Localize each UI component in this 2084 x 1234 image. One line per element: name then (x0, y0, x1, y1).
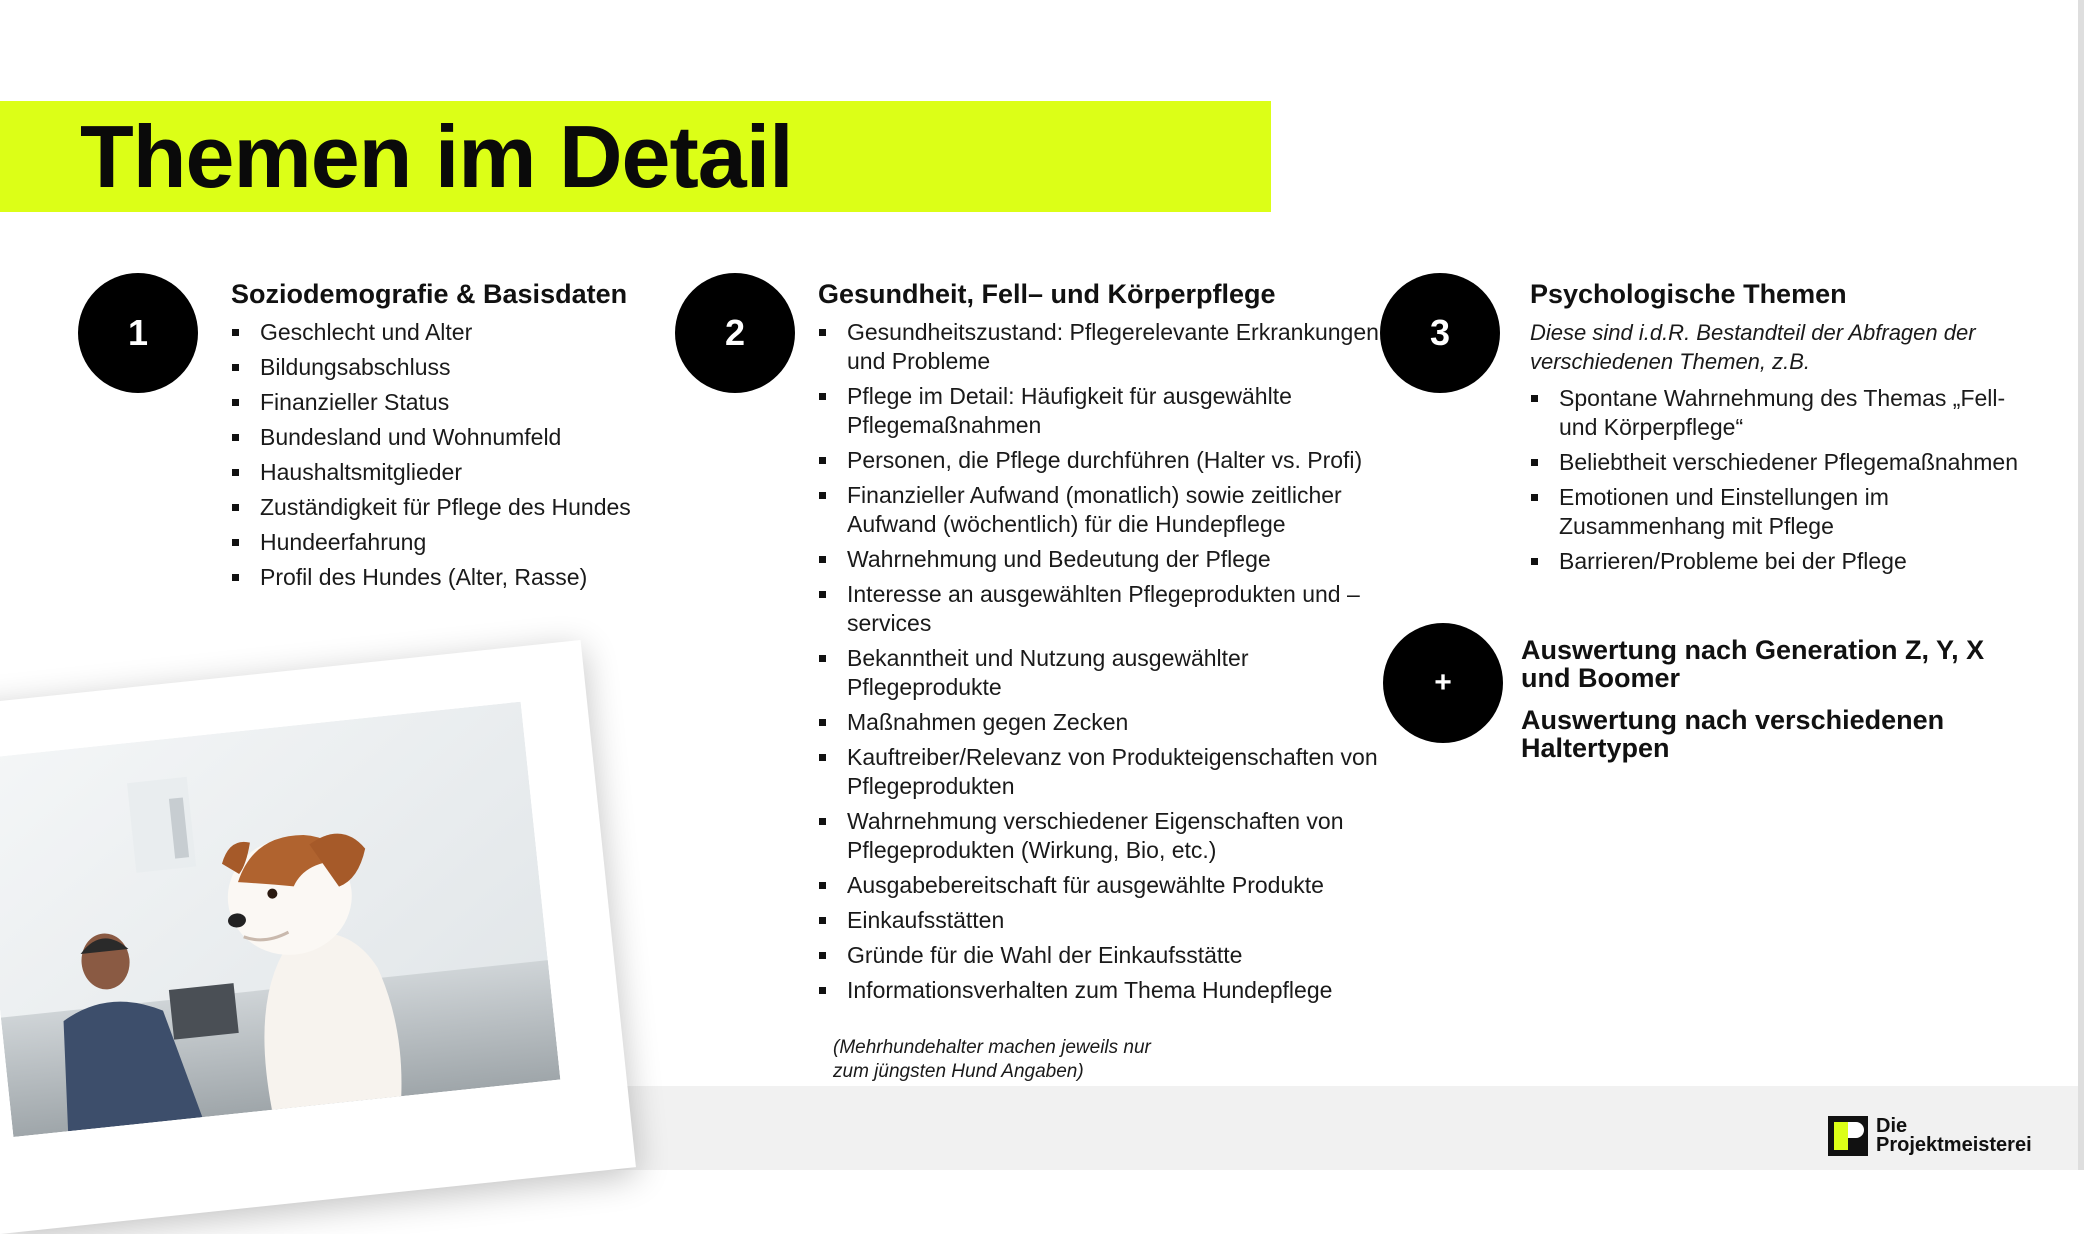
list-item: Geschlecht und Alter (231, 318, 671, 347)
list-item: Emotionen und Einstellungen im Zusammenhang mit Pflege (1530, 483, 2020, 541)
list-item: Interesse an ausgewählten Pflegeprodukten und –services (818, 580, 1388, 638)
list-item: Profil des Hundes (Alter, Rasse) (231, 563, 671, 592)
topic-3-section (1530, 278, 2020, 582)
company-logo (1828, 1116, 2032, 1156)
plus-badge: + (1383, 623, 1503, 743)
topic-2-footnote: (Mehrhundehalter machen jeweils nur zum jüngsten Hund Angaben) (833, 1037, 1151, 1082)
projektmeisterei-logo-icon (1828, 1116, 1868, 1156)
topic-3-list (1530, 384, 2020, 576)
dog-photo-icon (0, 702, 560, 1137)
topic-1-list (231, 318, 671, 592)
list-item: Zuständigkeit für Pflege des Hundes (231, 493, 671, 522)
list-item: Wahrnehmung und Bedeutung der Pflege (818, 545, 1388, 574)
topic-1-heading: Soziodemografie & Basisdaten (231, 279, 628, 309)
topic-1-number-badge: 1 (78, 273, 198, 393)
page-title: Themen im Detail (80, 107, 793, 206)
extra-line-generation: Auswertung nach Generation Z, Y, X und Boomer (1521, 635, 1985, 693)
list-item: Kauftreiber/Relevanz von Produkteigenschaften von Pflegeprodukten (818, 743, 1388, 801)
logo-line-1: Die (1876, 1115, 1908, 1137)
topic-3-intro: Diese sind i.d.R. Bestandteil der Abfragen der verschiedenen Themen, z.B. (1530, 320, 1976, 374)
list-item: Finanzieller Status (231, 388, 671, 417)
topic-2-heading: Gesundheit, Fell– und Körperpflege (818, 279, 1276, 309)
topic-2-section (818, 278, 1388, 1011)
logo-line-2: Projektmeisterei (1876, 1134, 2032, 1156)
list-item: Beliebtheit verschiedener Pflegemaßnahmen (1530, 448, 2020, 477)
list-item: Gesundheitszustand: Pflegerelevante Erkrankungen und Probleme (818, 318, 1388, 376)
list-item: Maßnahmen gegen Zecken (818, 708, 1388, 737)
list-item: Ausgabebereitschaft für ausgewählte Produkte (818, 871, 1388, 900)
slide-edge (2078, 0, 2084, 1170)
topic-3-heading: Psychologische Themen (1530, 279, 1847, 309)
extra-analysis (1521, 636, 2041, 776)
list-item: Finanzieller Aufwand (monatlich) sowie zeitlicher Aufwand (wöchentlich) für die Hundepflege (818, 481, 1388, 539)
list-item: Bundesland und Wohnumfeld (231, 423, 671, 452)
list-item: Gründe für die Wahl der Einkaufsstätte (818, 941, 1388, 970)
list-item: Bekanntheit und Nutzung ausgewählter Pflegeprodukte (818, 644, 1388, 702)
topic-2-number-badge: 2 (675, 273, 795, 393)
list-item: Bildungsabschluss (231, 353, 671, 382)
list-item: Barrieren/Probleme bei der Pflege (1530, 547, 2020, 576)
list-item: Hundeerfahrung (231, 528, 671, 557)
topic-2-list (818, 318, 1388, 1005)
list-item: Einkaufsstätten (818, 906, 1388, 935)
topic-3-number-badge: 3 (1380, 273, 1500, 393)
logo-text (1876, 1117, 2032, 1155)
list-item: Haushaltsmitglieder (231, 458, 671, 487)
list-item: Wahrnehmung verschiedener Eigenschaften von Pflegeprodukten (Wirkung, Bio, etc.) (818, 807, 1388, 865)
extra-line-halter: Auswertung nach verschiedenen Haltertypen (1521, 705, 1945, 763)
list-item: Pflege im Detail: Häufigkeit für ausgewählte Pflegemaßnahmen (818, 382, 1388, 440)
list-item: Informationsverhalten zum Thema Hundepflege (818, 976, 1388, 1005)
topic-1-section (231, 278, 671, 598)
photo-frame (0, 640, 636, 1234)
list-item: Spontane Wahrnehmung des Themas „Fell- und Körperpflege“ (1530, 384, 2020, 442)
list-item: Personen, die Pflege durchführen (Halter vs. Profi) (818, 446, 1388, 475)
